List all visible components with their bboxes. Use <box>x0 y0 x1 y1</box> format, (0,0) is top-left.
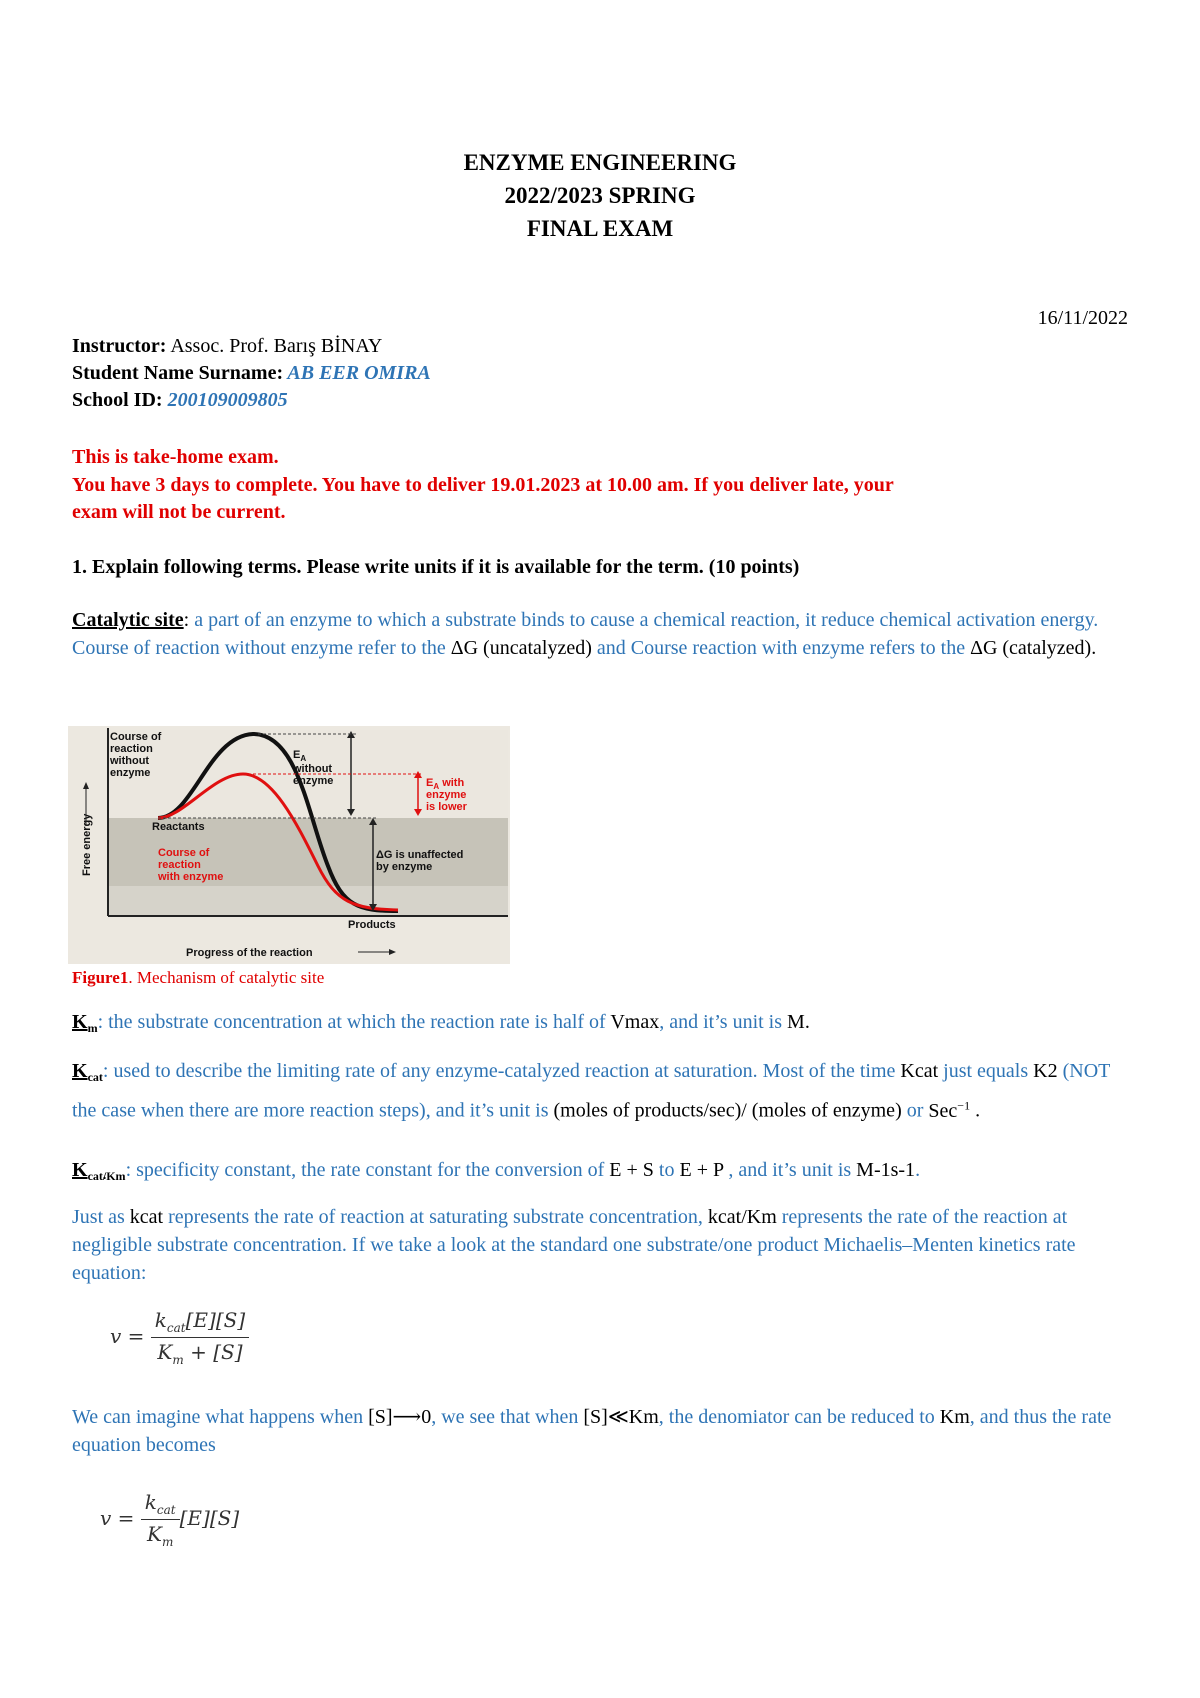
kcatkm-text-c: to <box>653 1159 680 1181</box>
label-dg-1: ΔG is unaffected <box>376 849 464 861</box>
formula1-numerator: $k_{cat}[E][S]$ <box>151 1308 249 1338</box>
kcat-kcat: Kcat <box>900 1060 939 1082</box>
kcatkm-ep: E + P <box>679 1159 724 1181</box>
dg-uncatalyzed: ΔG (uncatalyzed) <box>450 637 592 659</box>
catalytic-colon: : <box>183 609 190 631</box>
kcat-sec: Sec$^{-1}$ <box>928 1098 971 1122</box>
imagine-text-a: We can imagine what happens when <box>72 1406 369 1428</box>
kcat-unit: (moles of products/sec)/ (moles of enzyme) <box>553 1099 902 1122</box>
imagine-text-e: , the denomiator can be reduced to <box>658 1406 940 1428</box>
caption-text: . Mechanism of catalytic site <box>128 968 325 987</box>
term-title: 2022/2023 SPRING <box>504 183 696 208</box>
kcat-text-c: just equals <box>938 1060 1034 1082</box>
label-no-enzyme-1: Course of <box>110 731 162 743</box>
label-ea-without-2: without <box>293 763 333 775</box>
kcatkm-text-a: : specificity constant, the rate constant for the conversion of <box>125 1159 610 1181</box>
km-paragraph <box>72 1008 1132 1042</box>
label-with-enzyme-1: Course of <box>158 847 210 859</box>
catalytic-site-paragraph <box>72 606 1132 662</box>
just-text-c: represents the rate of reaction at saturating substrate concentration, <box>163 1206 708 1228</box>
km-text-c: , and it’s unit is <box>659 1011 788 1033</box>
figure-caption <box>72 968 324 988</box>
label-with-enzyme-3: with enzyme <box>158 871 224 883</box>
formula2-denominator: $K_m$ <box>147 1522 174 1549</box>
dg-catalyzed: ΔG (catalyzed). <box>970 637 1097 659</box>
km-unit: M. <box>787 1011 810 1033</box>
km-text-a: : the substrate concentration at which the reaction rate is half of <box>97 1011 611 1033</box>
course-title: ENZYME ENGINEERING <box>463 150 737 175</box>
just-as-paragraph <box>72 1203 1132 1287</box>
student-label: Student Name Surname: <box>72 362 284 384</box>
student-value: AB EER OMIRA <box>283 362 431 384</box>
km-vmax: Vmax <box>610 1011 660 1033</box>
imagine-s-to-zero: [S]⟶0 <box>368 1406 432 1428</box>
kcatkm-text-e: , and it’s unit is <box>723 1159 857 1181</box>
school-id-line <box>72 389 288 412</box>
school-id-label: School ID: <box>72 389 163 411</box>
label-no-enzyme-3: without <box>110 755 150 767</box>
kcatkm-text-g: . <box>915 1159 921 1181</box>
label-no-enzyme-4: enzyme <box>110 767 151 779</box>
label-reactants: Reactants <box>152 821 205 833</box>
instructor-label: Instructor: <box>72 335 167 357</box>
school-id-value: 200109009805 <box>162 389 288 411</box>
kcatkm-paragraph <box>72 1156 1132 1190</box>
exam-date: 16/11/2022 <box>1037 307 1128 329</box>
just-text-e: represents the rate of the reaction at negligible substrate concentration. If we take a look at the standard one substrate/one product Michaelis–Menten kinetics rate equation: <box>72 1206 1076 1284</box>
kcat-text-g: or <box>901 1099 929 1122</box>
notice-line-2: You have 3 days to complete. You have to deliver 19.01.2023 at 10.00 am. If you deliver late, your <box>72 474 894 496</box>
formula2-lhs: v = <box>100 1506 135 1530</box>
just-kcat: kcat <box>129 1206 164 1228</box>
label-ea-with-1: $E_A$ with <box>426 777 465 791</box>
label-ea-without-1: $E_A$ <box>293 749 307 763</box>
label-no-enzyme-2: reaction <box>110 743 153 755</box>
label-ea-with-2: enzyme <box>426 789 467 801</box>
formula2-fraction <box>141 1490 180 1549</box>
kcat-paragraph <box>72 1057 1132 1125</box>
course-text-2: and Course reaction with enzyme refers to the <box>591 637 971 659</box>
caption-label: Figure1 <box>72 968 129 987</box>
kcatkm-es: E + S <box>609 1159 654 1181</box>
question-1: 1. Explain following terms. Please write units if it is available for the term. (10 points) <box>72 556 800 578</box>
kcatkm-term: $K_{cat/Km}$ <box>72 1159 126 1183</box>
formula2-rest: [E][S] <box>179 1506 240 1530</box>
formula1-lhs: v = <box>110 1324 145 1348</box>
catalytic-site-definition: a part of an enzyme to which a substrate binds to cause a chemical reaction, it reduce chemical activation energy. <box>189 609 1099 631</box>
kcat-text-e: (NOT the case when there are more reaction steps), and it’s unit is <box>72 1060 1111 1122</box>
formula1-denominator: $K_m + [S]$ <box>157 1340 243 1367</box>
formula2-numerator: $k_{cat}$ <box>141 1490 180 1520</box>
exam-title: FINAL EXAM <box>526 216 674 241</box>
kcat-text-a: : used to describe the limiting rate of any enzyme-catalyzed reaction at saturation. Most of the time <box>102 1060 901 1082</box>
km-term: $K_m$ <box>72 1011 98 1035</box>
formula1-fraction <box>151 1308 249 1367</box>
label-ea-with-3: is lower <box>426 801 467 813</box>
catalytic-site-term: Catalytic site <box>72 609 184 631</box>
label-products: Products <box>348 919 396 931</box>
bottom-band <box>108 886 508 916</box>
x-axis-label: Progress of the reaction <box>186 947 313 959</box>
imagine-text-c: , we see that when <box>431 1406 584 1428</box>
label-with-enzyme-2: reaction <box>158 859 201 871</box>
catalytic-site-figure <box>68 726 510 964</box>
kcat-k2: K2 <box>1033 1060 1058 1082</box>
kcatkm-unit: M-1s-1 <box>856 1159 916 1181</box>
just-text-a: Just as <box>72 1206 130 1228</box>
just-kcatkm: kcat/Km <box>707 1206 777 1228</box>
student-line <box>72 362 431 385</box>
imagine-s-less-km: [S]≪Km <box>583 1406 659 1428</box>
label-ea-without-3: enzyme <box>293 775 334 787</box>
michaelis-menten-formula <box>110 1308 249 1367</box>
course-text-1: Course of reaction without enzyme refer to the <box>72 637 451 659</box>
kcat-term: $K_{cat}$ <box>72 1060 103 1084</box>
simplified-rate-formula <box>100 1490 239 1549</box>
imagine-paragraph <box>72 1403 1132 1459</box>
instructor-value: Assoc. Prof. Barış BİNAY <box>166 335 383 357</box>
notice-line-1: This is take-home exam. <box>72 446 279 468</box>
imagine-text-g: , and thus the rate equation becomes <box>72 1406 1112 1456</box>
kcat-text-i: . <box>970 1099 981 1122</box>
y-axis-label: Free energy <box>81 813 93 876</box>
notice-line-3: exam will not be current. <box>72 501 286 523</box>
imagine-km: Km <box>939 1406 970 1428</box>
label-dg-2: by enzyme <box>376 861 433 873</box>
instructor-line <box>72 335 382 358</box>
